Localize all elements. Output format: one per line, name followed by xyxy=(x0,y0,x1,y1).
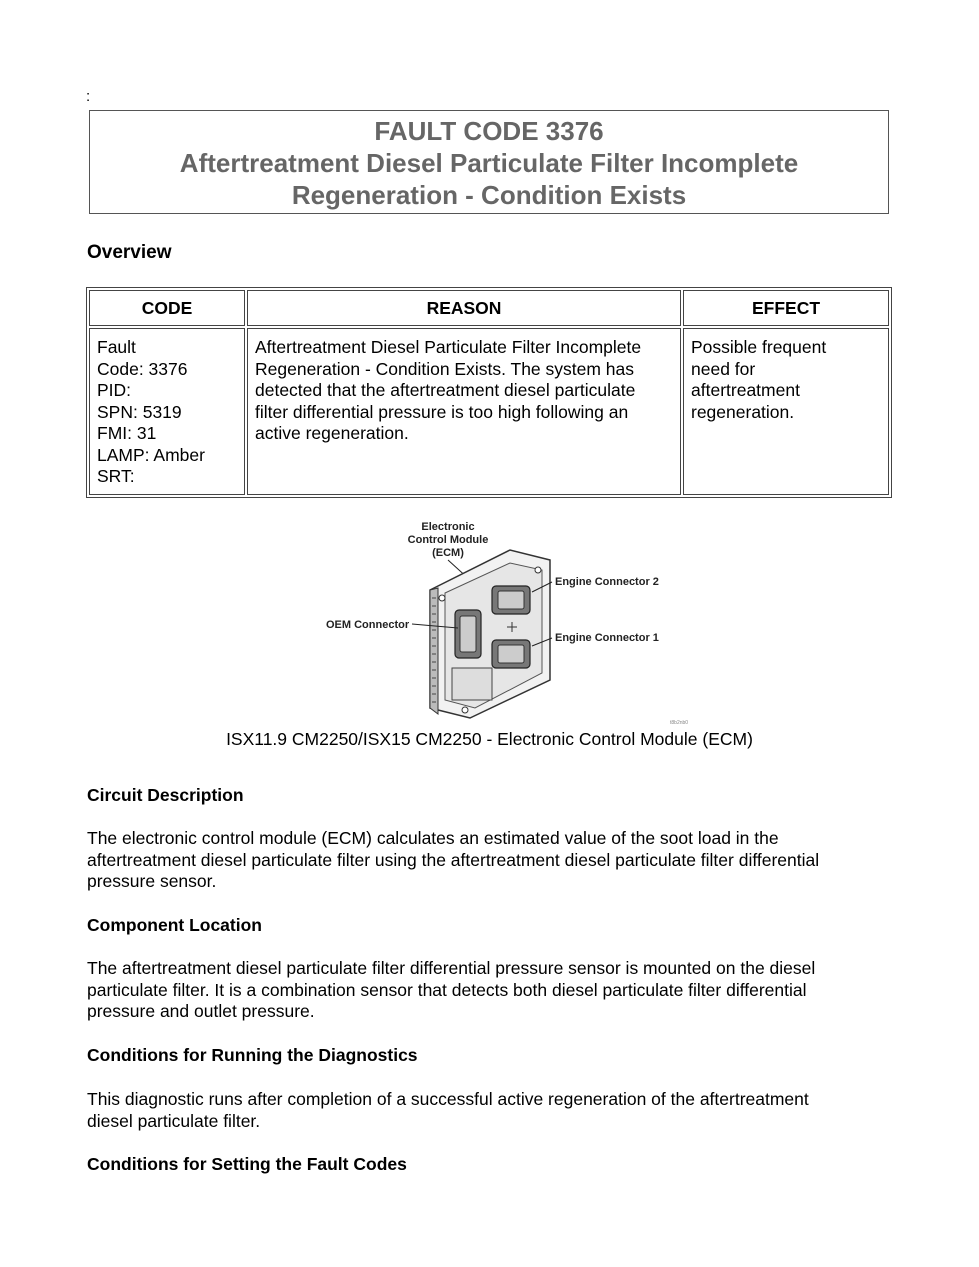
effect-line: regeneration. xyxy=(691,401,795,422)
code-line: PID: xyxy=(97,380,132,400)
engine-connector-2-label: Engine Connector 2 xyxy=(555,576,659,588)
code-line: SPN: 5319 xyxy=(97,401,182,422)
text-line: particulate filter. It is a combination sensor that detects both diesel particulate filter differential xyxy=(87,979,807,1000)
running-diagnostics-text xyxy=(87,1089,902,1132)
overview-heading: Overview xyxy=(87,242,172,263)
fault-table xyxy=(86,287,892,498)
ecm-diagram xyxy=(320,518,689,728)
header-effect: EFFECT xyxy=(683,290,889,326)
fault-description-line1: Aftertreatment Diesel Particulate Filter Incomplete xyxy=(179,148,799,178)
engine-connector-1-label: Engine Connector 1 xyxy=(555,632,659,644)
reason-line: filter differential pressure is too high following an xyxy=(255,401,629,422)
text-line: The aftertreatment diesel particulate filter differential pressure sensor is mounted on the diesel xyxy=(87,958,816,978)
code-line: SRT: xyxy=(97,466,135,486)
code-cell xyxy=(89,328,245,495)
reason-line: Aftertreatment Diesel Particulate Filter Incomplete xyxy=(255,337,642,357)
reason-line: Regeneration - Condition Exists. The system has xyxy=(255,358,635,379)
text-line: pressure and outlet pressure. xyxy=(87,1001,315,1021)
page-marker: : xyxy=(86,88,91,105)
running-diagnostics-heading: Conditions for Running the Diagnostics xyxy=(87,1045,418,1065)
code-line: LAMP: Amber xyxy=(97,444,205,465)
code-line: FMI: 31 xyxy=(97,423,157,443)
ecm-module-drawing xyxy=(430,550,550,718)
text-line: The electronic control module (ECM) calculates an estimated value of the soot load in the xyxy=(87,828,779,848)
table-row xyxy=(89,328,889,495)
circuit-description-heading: Circuit Description xyxy=(87,785,244,805)
component-location-text xyxy=(87,958,902,1023)
code-line: Fault xyxy=(97,337,136,357)
ecm-label-line1: Electronic xyxy=(421,521,475,533)
reason-line: active regeneration. xyxy=(255,423,409,443)
effect-line: need for xyxy=(691,358,756,379)
fault-description-line2: Regeneration - Condition Exists xyxy=(291,180,687,210)
table-header-row xyxy=(89,290,889,326)
circuit-description-text xyxy=(87,828,902,893)
fault-code-title: FAULT CODE 3376 xyxy=(374,116,604,146)
ecm-label-line3: (ECM) xyxy=(432,547,464,559)
component-location-heading: Component Location xyxy=(87,915,262,935)
effect-line: Possible frequent xyxy=(691,337,827,357)
effect-cell xyxy=(683,328,889,495)
ecm-label-line2: Control Module xyxy=(407,534,489,546)
text-line: This diagnostic runs after completion of a successful active regeneration of the aftertreatment xyxy=(87,1089,809,1109)
setting-fault-codes-heading: Conditions for Setting the Fault Codes xyxy=(87,1154,407,1174)
reason-cell xyxy=(247,328,681,495)
oem-connector-label: OEM Connector xyxy=(326,619,410,631)
code-line: Code: 3376 xyxy=(97,358,188,379)
text-line: diesel particulate filter. xyxy=(87,1110,261,1131)
figure-id: t8b2nb0 xyxy=(670,720,689,726)
header-reason: REASON xyxy=(247,290,681,326)
fault-code-title-box xyxy=(89,110,889,214)
text-line: pressure sensor. xyxy=(87,871,217,891)
figure-caption: ISX11.9 CM2250/ISX15 CM2250 - Electronic Control Module (ECM) xyxy=(226,729,753,749)
text-line: aftertreatment diesel particulate filter using the aftertreatment diesel particulate filter differential xyxy=(87,849,820,870)
header-code: CODE xyxy=(89,290,245,326)
reason-line: detected that the aftertreatment diesel particulate xyxy=(255,380,636,400)
effect-line: aftertreatment xyxy=(691,380,800,400)
